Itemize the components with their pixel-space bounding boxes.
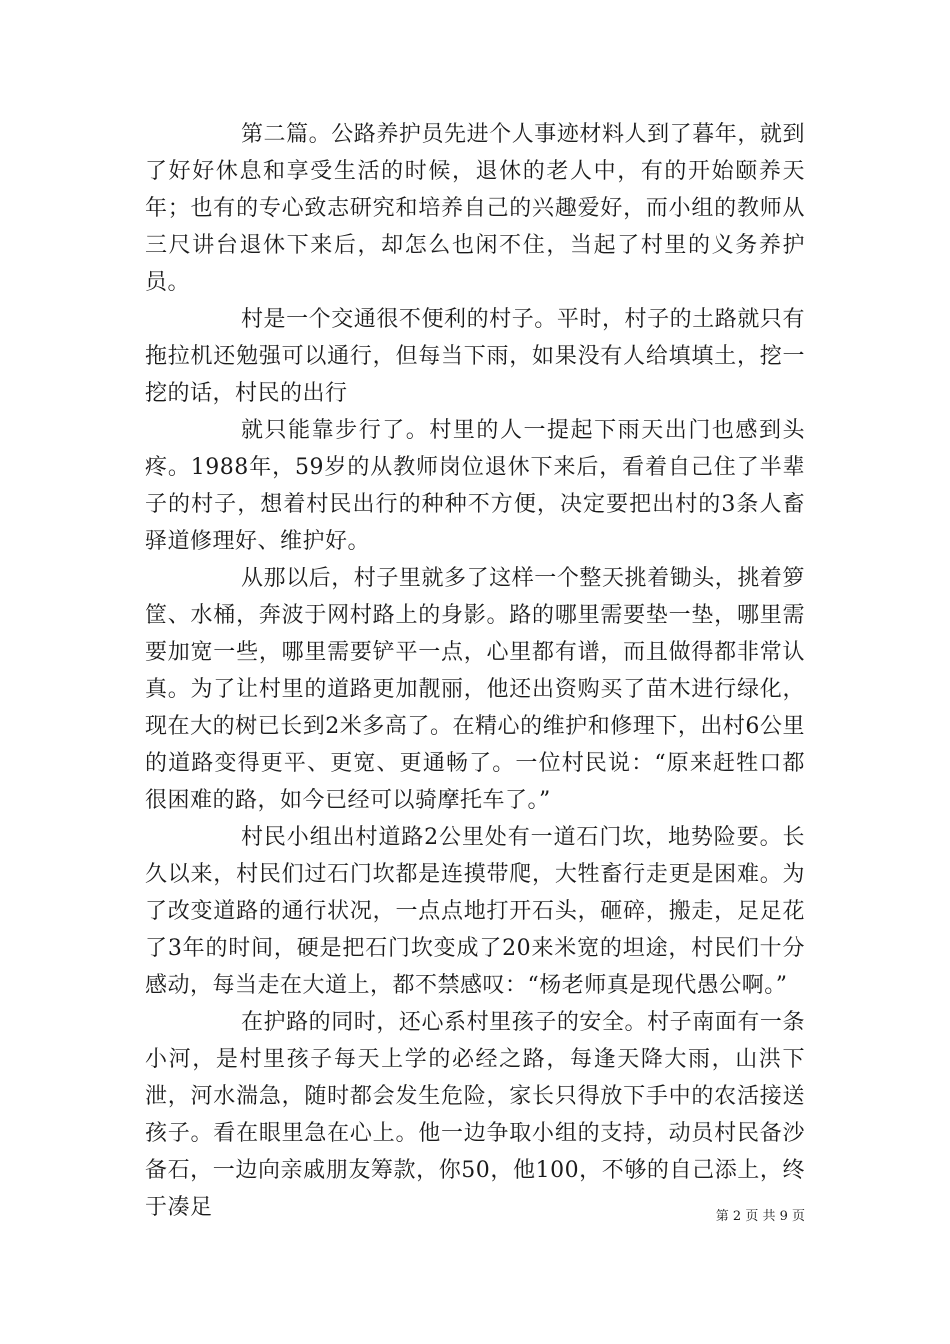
paragraph-6: 在护路的同时，还心系村里孩子的安全。村子南面有一条小河，是村里孩子每天上学的必经之路，每逢天降大雨，山洪下泄，河水湍急，随时都会发生危险，家长只得放下手中的农活接送孩子。看在眼里急在心上。他一边争取小组的支持，动员村民备沙备石，一边向亲戚朋友筹款，你50，他100，不够的自己添上，终于凑足 [145,1010,805,1220]
paragraph-4: 从那以后，村子里就多了这样一个整天挑着锄头，挑着箩筐、水桶，奔波于网村路上的身影。路的哪里需要垫一垫，哪里需要加宽一些，哪里需要铲平一点，心里都有谱，而且做得都非常认真。为了让村里的道路更加靓丽，他还出资购买了苗木进行绿化，现在大的树已长到2米多高了。在精心的维护和修理下，出村6公里的道路变得更平、更宽、更通畅了。一位村民说：“原来赶牲口都很困难的路，如今已经可以骑摩托车了。” [145,566,805,813]
paragraph-2: 村是一个交通很不便利的村子。平时，村子的土路就只有拖拉机还勉强可以通行，但每当下雨，如果没有人给填填土，挖一挖的话，村民的出行 [145,307,805,406]
page-number: 第 2 页 共 9 页 [715,1209,805,1224]
paragraph-5: 村民小组出村道路2公里处有一道石门坎，地势险要。长久以来，村民们过石门坎都是连摸带爬，大牲畜行走更是困难。为了改变道路的通行状况，一点点地打开石头，砸碎，搬走，足足花了3年的时间，硬是把石门坎变成了20来米宽的坦途，村民们十分感动，每当走在大道上，都不禁感叹：“杨老师真是现代愚公啊。” [145,825,805,998]
paragraph-1: 第二篇。公路养护员先进个人事迹材料人到了暮年，就到了好好休息和享受生活的时候，退休的老人中，有的开始颐养天年；也有的专心致志研究和培养自己的兴趣爱好，而小组的教师从三尺讲台退休下来后，却怎么也闲不住，当起了村里的义务养护员。 [145,122,805,295]
paragraph-3: 就只能靠步行了。村里的人一提起下雨天出门也感到头疼。1988年，59岁的从教师岗位退休下来后，看着自己住了半辈子的村子，想着村民出行的种种不方便，决定要把出村的3条人畜驿道修理好、维护好。 [145,418,805,554]
body-text [145,116,805,1226]
